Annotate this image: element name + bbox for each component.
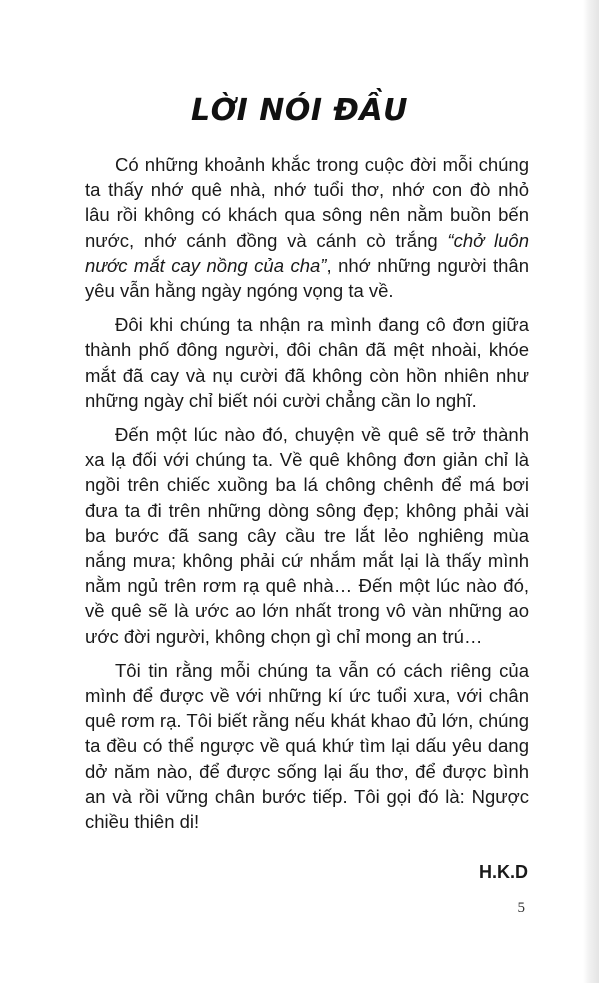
paragraph-2: Đôi khi chúng ta nhận ra mình đang cô đơn giữa thành phố đông người, đôi chân đã mệt nhoài, khóe mắt đã cay và nụ cười đã không còn hồn nhiên như những ngày chỉ biết nói cười chẳng cần lo nghĩ. <box>85 314 529 411</box>
page-edge-shadow <box>583 0 599 983</box>
page-number: 5 <box>517 900 525 916</box>
paragraph-1 <box>85 152 529 303</box>
author-signature: H.K.D <box>479 862 528 882</box>
paragraph-4: Tôi tin rằng mỗi chúng ta vẫn có cách riêng của mình để được về với những kí ức tuổi xưa, với chân quê rơm rạ. Tôi biết rằng nếu khát khao đủ lớn, chúng ta đều có thể ngược về quá khứ tìm lại dấu yêu dang dở năm nào, để được sống lại ấu thơ, để được bình an và rồi vững chân bước tiếp. Tôi gọi đó là: Ngược chiều thiên di! <box>85 659 529 833</box>
paragraph-3: Đến một lúc nào đó, chuyện về quê sẽ trở thành xa lạ đối với chúng ta. Về quê không đơn giản chỉ là ngồi trên chiếc xuồng ba lá chông chênh để má bơi đưa ta đi trên những dòng sông đẹp; không phải vài ba bước đã sang cây cầu tre lắt lẻo nghiêng mùa nắng mưa; không phải cứ nhắm mắt lại là thấy mình nằm ngủ trên rơm rạ quê nhà… Đến một lúc nào đó, về quê sẽ là ước ao lớn nhất trong vô vàn những ao ước đời người, không chọn gì chỉ mong an trú… <box>85 424 529 647</box>
page-title: LỜI NÓI ĐẦU <box>191 93 408 128</box>
preface-body <box>85 152 529 843</box>
paragraph-1-quote: “chở luôn nước mắt cay nồng của cha” <box>85 229 529 276</box>
paragraph-1-text-end: , nhớ những người thân yêu vẫn hằng ngày ngóng vọng ta về. <box>85 254 529 302</box>
paragraph-1-text-start: Có những khoảnh khắc trong cuộc đời mỗi chúng ta thấy nhớ quê nhà, nhớ tuổi thơ, nhớ con đò nhỏ lâu rồi không có khách qua sông nên nằm buồn bến nước, nhớ cánh đồng và cánh cò trắng <box>85 154 529 251</box>
